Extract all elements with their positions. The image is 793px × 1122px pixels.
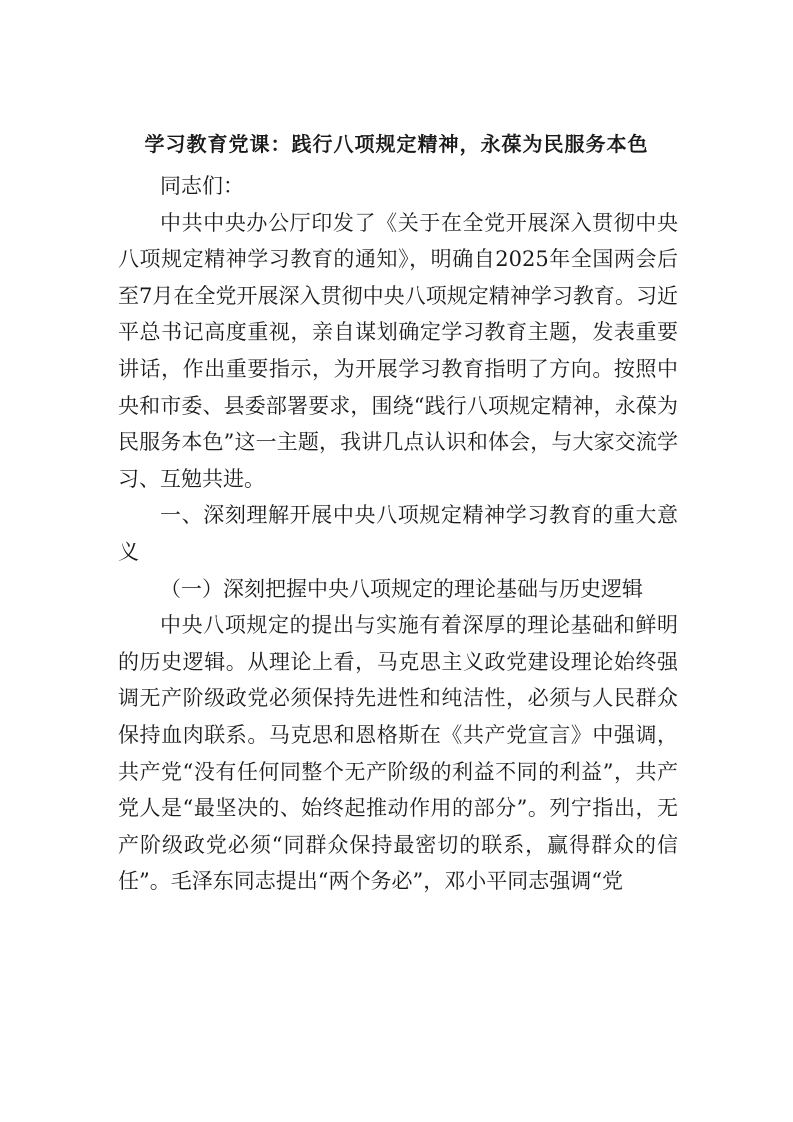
section-heading-1: 一、深刻理解开展中央八项规定精神学习教育的重大意义 xyxy=(118,503,678,564)
document-body xyxy=(118,168,678,900)
salutation: 同志们： xyxy=(160,174,244,198)
subsection-heading-1: （一）深刻把握中央八项规定的理论基础与历史逻辑 xyxy=(160,576,643,601)
paragraph-intro: 中共中央办公厅印发了《关于在全党开展深入贯彻中央八项规定精神学习教育的通知》，明确自2025年全国两会后至7月在全党开展深入贯彻中央八项规定精神学习教育。习近平总书记高度重视，亲自谋划确定学习教育主题，发表重要讲话，作出重要指示，为开展学习教育指明了方向。按照中央和市委、县委部署要求，围绕“践行八项规定精神，永葆为民服务本色”这一主题，我讲几点认识和体会，与大家交流学习、互勉共进。 xyxy=(118,210,678,491)
document-title: 学习教育党课：践行八项规定精神，永葆为民服务本色 xyxy=(144,132,649,156)
paragraph-theory: 中央八项规定的提出与实施有着深厚的理论基础和鲜明的历史逻辑。从理论上看，马克思主义政党建设理论始终强调无产阶级政党必须保持先进性和纯洁性，必须与人民群众保持血肉联系。马克思和恩格斯在《共产党宣言》中强调，共产党“没有任何同整个无产阶级的利益不同的利益”，共产党人是“最坚决的、始终起推动作用的部分”。列宁指出，无产阶级政党必须“同群众保持最密切的联系，赢得群众的信任”。毛泽东同志提出“两个务必”，邓小平同志强调“党 xyxy=(118,613,678,894)
